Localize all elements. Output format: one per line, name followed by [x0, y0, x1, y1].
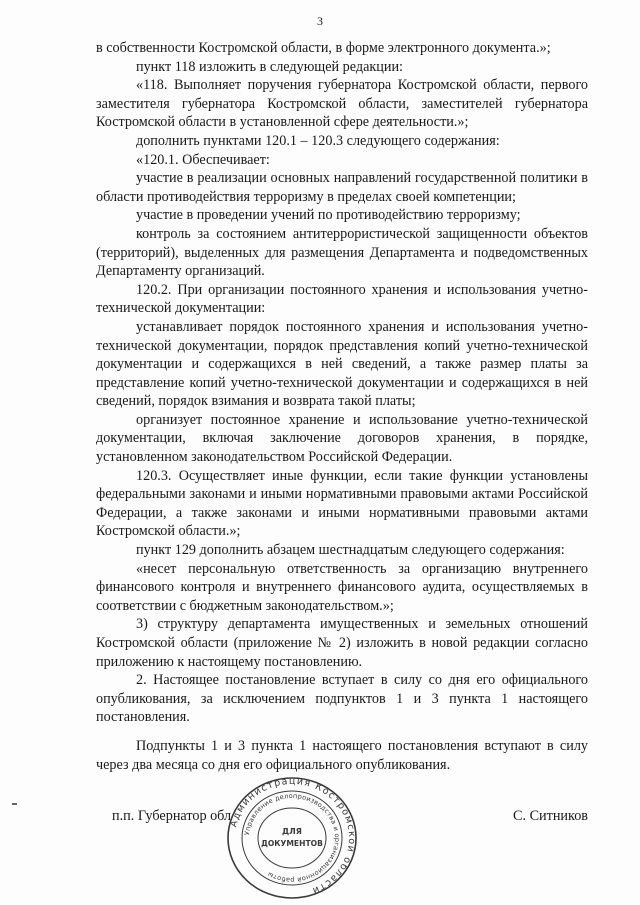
paragraph: организует постоянное хранение и использование учетно-технической документации, включая заключение договоров хранения, в порядке, установленном законодательством Российской Федерации. [96, 411, 588, 466]
paragraph: участие в реализации основных направлений государственной политики в области противодействия терроризму в пределах своей компетенции; [96, 170, 588, 205]
paragraph: пункт 129 дополнить абзацем шестнадцатым следующего содержания: [136, 542, 565, 559]
scan-mark [12, 803, 17, 805]
paragraph: 3) структуру департамента имущественных и земельных отношений Костромской области (приложение № 2) изложить в новой редакции согласно приложению к настоящему постановлению. [96, 616, 588, 670]
paragraph: участие в проведении учений по противодействию терроризму; [136, 207, 521, 224]
paragraph: «несет персональную ответственность за организацию внутреннего финансового контроля и внутреннего финансового аудита, осуществляемых в соответствии с бюджетным законодательством.»; [96, 560, 588, 614]
page-number: 3 [317, 14, 323, 28]
official-stamp [224, 776, 360, 900]
paragraph: устанавливает порядок постоянного хранения и использования учетно-технической документации, порядок представления копий учетно-технической документации и содержащихся в ней сведений, а также размер платы за представление копий учетно-технической документации и содержащихся в ней сведений, порядок взимания и возврата такой платы; [96, 318, 588, 410]
stamp-inner-border [258, 808, 326, 868]
paragraph: 120.2. При организации постоянного хранения и использования учетно-технической документации: [96, 281, 588, 317]
paragraph: «120.1. Обеспечивает: [136, 151, 270, 168]
signatory-title: п.п. Губернатор обл [112, 808, 232, 824]
stamp-center-line2: ДОКУМЕНТОВ [261, 839, 323, 848]
stamp-center-line1: ДЛЯ [282, 827, 302, 836]
stamp-graphic [224, 776, 360, 900]
paragraph: Подпункты 1 и 3 пункта 1 настоящего постановления вступают в силу через два месяца со дня его официального опубликования. [96, 737, 588, 773]
paragraph: в собственности Костромской области, в форме электронного документа.»; [96, 40, 551, 56]
document-body [96, 39, 588, 774]
paragraph: контроль за состоянием антитеррористической защищенности объектов (территорий), выделенных для размещения Департамента и подведомственных Департаменту организаций. [96, 225, 588, 280]
paragraph: 2. Настоящее постановление вступает в силу со дня его официального опубликования, за исключением подпунктов 1 и 3 пункта 1 настоящего постановления. [96, 672, 588, 726]
paragraph: пункт 118 изложить в следующей редакции: [136, 58, 403, 75]
stamp-outer-text: Администрация Костромской области [228, 776, 358, 897]
paragraph: 120.3. Осуществляет иные функции, если такие функции установлены федеральными законами и иными нормативными правовыми актами Российской Федерации, а также законами и иными нормативными правовыми актами Костромской области.»; [96, 467, 588, 540]
stamp-inner-text: Управление делопроизводства и организационной работы [243, 791, 342, 885]
paragraph: дополнить пунктами 120.1 – 120.3 следующего содержания: [136, 132, 500, 149]
paragraph: «118. Выполняет поручения губернатора Костромской области, первого заместителя губернатора Костромской области, заместителей губернатора Костромской области в установленной сфере деятельности.»; [96, 77, 588, 131]
stamp-middle-border [242, 791, 342, 885]
signatory-name: С. Ситников [513, 808, 588, 824]
